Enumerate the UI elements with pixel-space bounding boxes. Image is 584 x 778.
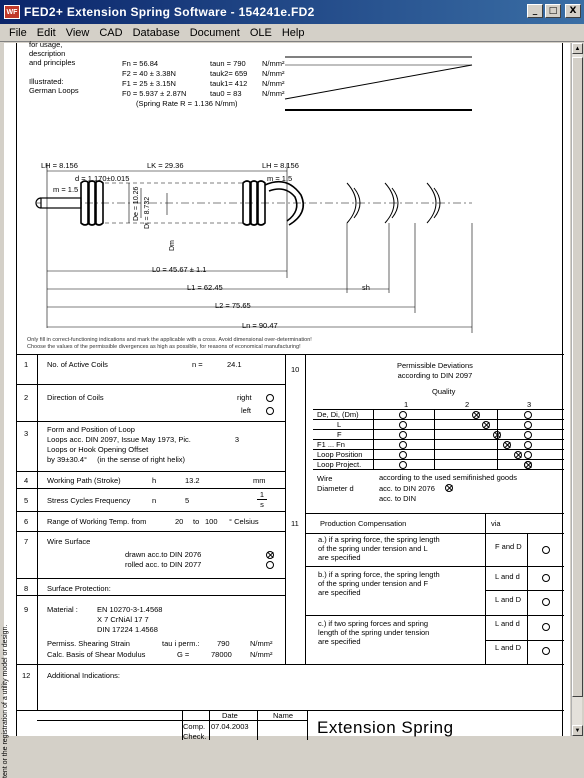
permiss-shear-label: Permiss. Shearing Strain bbox=[47, 639, 130, 648]
compensation-radio[interactable] bbox=[542, 647, 550, 655]
menu-edit[interactable]: Edit bbox=[36, 26, 56, 39]
quality-radio[interactable] bbox=[524, 441, 532, 449]
wire-surface-label: Wire Surface bbox=[47, 537, 91, 546]
row-number: 10 bbox=[291, 365, 300, 374]
title-bar bbox=[0, 0, 584, 24]
shear-modulus-symbol: G = bbox=[177, 650, 190, 659]
minimize-button[interactable]: _ bbox=[527, 4, 543, 18]
l0-label: L0 = 45.67 ± 1.1 bbox=[152, 265, 207, 274]
compensation-radio[interactable] bbox=[542, 546, 550, 554]
deviation-item: L bbox=[337, 420, 342, 429]
dm-label: Dm bbox=[169, 240, 176, 251]
row-number: 9 bbox=[24, 605, 29, 614]
quality-label: Quality bbox=[432, 387, 456, 396]
force-row: F1 = 25 ± 3.15N tauk1= 412 N/mm² bbox=[122, 79, 285, 88]
menu-ole[interactable]: OLE bbox=[249, 26, 272, 39]
direction-right-label: right bbox=[237, 393, 252, 402]
side-notice: tent or the registration of a utility model or design. bbox=[2, 624, 9, 778]
compensation-option-label: F and D bbox=[495, 542, 522, 551]
temp-from-value[interactable]: 20 bbox=[175, 517, 184, 526]
de-label: De = 10.26 bbox=[133, 186, 140, 221]
row-number: 8 bbox=[24, 584, 29, 593]
grid-line bbox=[17, 354, 564, 355]
usage-text: for usage, description and principles bbox=[29, 40, 76, 67]
quality-radio[interactable] bbox=[399, 451, 407, 459]
menu-bar bbox=[0, 24, 584, 42]
permiss-shear-value[interactable]: 790 bbox=[217, 639, 230, 648]
deviation-item: Loop Project. bbox=[317, 460, 362, 469]
menu-file[interactable]: File bbox=[9, 26, 27, 39]
l1-label: L1 = 62.45 bbox=[187, 283, 223, 292]
sh-label: sh bbox=[362, 283, 370, 292]
shear-modulus-unit: N/mm² bbox=[250, 650, 273, 659]
quality-radio[interactable] bbox=[482, 421, 490, 429]
temp-unit: ° Celsius bbox=[229, 517, 259, 526]
quality-col-1: 1 bbox=[404, 400, 409, 409]
active-coils-value[interactable]: 24.1 bbox=[227, 360, 242, 369]
force-row: F2 = 40 ± 3.38N tauk2= 659 N/mm² bbox=[122, 69, 285, 78]
deviation-item: De, Di, (Dm) bbox=[317, 410, 359, 419]
maximize-button[interactable]: □ bbox=[545, 4, 561, 18]
working-path-value[interactable]: 13.2 bbox=[185, 476, 200, 485]
wire-diameter-options: according to the used semifinished goods acc. to DIN 2076 acc. to DIN bbox=[379, 473, 518, 503]
scroll-up-arrow-icon[interactable]: ▲ bbox=[572, 43, 583, 54]
quality-radio[interactable] bbox=[524, 461, 532, 469]
quality-radio[interactable] bbox=[514, 451, 522, 459]
deviation-item: F1 ... Fn bbox=[317, 440, 345, 449]
lh-left-label: LH = 8.156 bbox=[41, 161, 78, 170]
row-number: 7 bbox=[24, 537, 29, 546]
temp-range-label: Range of Working Temp. from bbox=[47, 517, 147, 526]
permiss-shear-unit: N/mm² bbox=[250, 639, 273, 648]
loop-form-block: Form and Position of Loop Loops acc. DIN 2097, Issue May 1973, Pic. 3 Loops or Hook Opening Offset by 39±30.4° (in the sense of right helix) bbox=[47, 425, 239, 464]
drawing-sheet bbox=[16, 40, 563, 741]
row-number: 2 bbox=[24, 393, 29, 402]
quality-radio[interactable] bbox=[399, 461, 407, 469]
material-label: Material : bbox=[47, 605, 78, 614]
wire-din2076-checkbox[interactable] bbox=[445, 484, 453, 492]
wire-surface-rolled-label: rolled acc. to DIN 2077 bbox=[125, 560, 202, 569]
menu-help[interactable]: Help bbox=[281, 26, 305, 39]
footer-comp-date[interactable]: 07.04.2003 bbox=[211, 722, 249, 731]
via-label: via bbox=[491, 519, 501, 528]
footer-check-label: Check. bbox=[183, 732, 207, 741]
quality-radio[interactable] bbox=[399, 411, 407, 419]
temp-to-value[interactable]: 100 bbox=[205, 517, 218, 526]
quality-radio[interactable] bbox=[524, 451, 532, 459]
row-number: 5 bbox=[24, 496, 29, 505]
active-coils-label: No. of Active Coils bbox=[47, 360, 108, 369]
material-values[interactable]: EN 10270-3-1.4568 X 7 CrNiAl 17 7 DIN 17224 1.4568 bbox=[97, 605, 163, 634]
quality-radio[interactable] bbox=[524, 411, 532, 419]
lh-right-label: LH = 8.156 bbox=[262, 161, 299, 170]
row-number: 4 bbox=[24, 476, 29, 485]
document-canvas[interactable] bbox=[2, 40, 570, 778]
deviations-title: Permissible Deviations according to DIN 2097 bbox=[397, 361, 473, 380]
menu-view[interactable]: View bbox=[65, 26, 90, 39]
drawing-title: Extension Spring bbox=[317, 718, 454, 737]
quality-radio[interactable] bbox=[493, 431, 501, 439]
working-path-label: Working Path (Stroke) bbox=[47, 476, 121, 485]
note-1: Only fill in correct-functioning indications and mark the applicable with a cross. Avoid dimensional over-determination! bbox=[27, 337, 312, 343]
shear-modulus-label: Calc. Basis of Shear Modulus bbox=[47, 650, 146, 659]
row-number: 3 bbox=[24, 429, 29, 438]
compensation-radio[interactable] bbox=[542, 623, 550, 631]
compensation-a: a.) if a spring force, the spring length of the spring under tension and L are specified bbox=[318, 535, 440, 562]
force-row: F0 = 5.937 ± 2.87N tau0 = 83 N/mm² bbox=[122, 89, 285, 98]
menu-cad[interactable]: CAD bbox=[99, 26, 123, 39]
stress-cycles-unit: 1 s bbox=[257, 490, 267, 509]
scroll-thumb[interactable] bbox=[572, 57, 583, 697]
stress-cycles-value[interactable]: 5 bbox=[185, 496, 190, 505]
direction-left-label: left bbox=[241, 406, 252, 415]
working-path-unit: mm bbox=[253, 476, 266, 485]
spring-rate: (Spring Rate R = 1.136 N/mm) bbox=[136, 99, 238, 108]
grid-line bbox=[285, 354, 286, 664]
grid-line bbox=[305, 354, 306, 664]
temp-to-label: to bbox=[193, 517, 200, 526]
quality-col-2: 2 bbox=[465, 400, 470, 409]
d-label: d = 1.170±0.015 bbox=[75, 174, 130, 183]
app-icon: WF bbox=[4, 5, 20, 19]
menu-database[interactable]: Database bbox=[132, 26, 180, 39]
footer-name-header: Name bbox=[273, 711, 294, 720]
di-label: Di = 8.732 bbox=[144, 196, 151, 229]
quality-radio[interactable] bbox=[472, 411, 480, 419]
row-number: 11 bbox=[291, 519, 299, 528]
quality-radio[interactable] bbox=[524, 421, 532, 429]
active-coils-symbol: n = bbox=[192, 360, 203, 369]
deviation-item: F bbox=[337, 430, 342, 439]
permiss-shear-symbol: tau i perm.: bbox=[162, 639, 200, 648]
close-button[interactable]: X bbox=[565, 4, 581, 18]
compensation-radio[interactable] bbox=[542, 574, 550, 582]
direction-right-radio[interactable] bbox=[266, 394, 274, 402]
quality-radio[interactable] bbox=[524, 431, 532, 439]
ln-label: Ln = 90.47 bbox=[242, 321, 278, 330]
menu-document[interactable]: Document bbox=[189, 26, 240, 39]
quality-col-3: 3 bbox=[527, 400, 532, 409]
row-number: 6 bbox=[24, 517, 29, 526]
shear-modulus-value[interactable]: 78000 bbox=[211, 650, 232, 659]
row-number: 12 bbox=[22, 671, 31, 680]
wire-surface-drawn-label: drawn acc.to DIN 2076 bbox=[125, 550, 202, 559]
footer-date-header: Date bbox=[222, 711, 238, 720]
force-row: Fn = 56.84 taun = 790 N/mm² bbox=[122, 59, 285, 68]
stress-cycles-symbol: n bbox=[152, 496, 157, 505]
wire-diameter-label: Wire Diameter d bbox=[317, 474, 354, 493]
l2-label: L2 = 75.65 bbox=[215, 301, 251, 310]
grid-line bbox=[37, 354, 38, 710]
footer-comp-label: Comp. bbox=[183, 722, 206, 731]
lk-label: LK = 29.36 bbox=[147, 161, 184, 170]
vertical-scrollbar[interactable] bbox=[571, 43, 582, 736]
spring-drawing-bottom bbox=[17, 305, 564, 335]
quality-radio[interactable] bbox=[399, 441, 407, 449]
compensation-b: b.) if a spring force, the spring length of the spring under tension and F are specified bbox=[318, 570, 440, 597]
compensation-option-label: L and D bbox=[495, 595, 521, 604]
working-path-symbol: h bbox=[152, 476, 157, 485]
quality-radio[interactable] bbox=[399, 421, 407, 429]
surface-protection-label: Surface Protection: bbox=[47, 584, 111, 593]
direction-label: Direction of Coils bbox=[47, 393, 104, 402]
wire-surface-rolled-checkbox[interactable] bbox=[266, 561, 274, 569]
window-title: FED2+ Extension Spring Software - 154241e.FD2 bbox=[24, 5, 315, 19]
deviation-item: Loop Position bbox=[317, 450, 363, 459]
row-number: 1 bbox=[24, 360, 29, 369]
wire-surface-drawn-checkbox[interactable] bbox=[266, 551, 274, 559]
compensation-option-label: L and D bbox=[495, 643, 521, 652]
note-2: Choose the values of the permissible divergences as high as possible, for reasons of economical manufacturing! bbox=[27, 344, 301, 350]
compensation-option-label: L and d bbox=[495, 619, 520, 628]
compensation-option-label: L and d bbox=[495, 572, 520, 581]
compensation-radio[interactable] bbox=[542, 598, 550, 606]
quality-radio[interactable] bbox=[503, 441, 511, 449]
additional-indications-label: Additional Indications: bbox=[47, 671, 120, 680]
illustrated-text: Illustrated: German Loops bbox=[29, 77, 79, 95]
m-left-label: m = 1.5 bbox=[53, 185, 79, 194]
scroll-down-arrow-icon[interactable]: ▼ bbox=[572, 725, 583, 736]
production-compensation-title: Production Compensation bbox=[320, 519, 407, 528]
m-right-label: m = 1.5 bbox=[267, 174, 293, 183]
quality-radio[interactable] bbox=[399, 431, 407, 439]
compensation-c: c.) if two spring forces and spring length of the spring under tension are specified bbox=[318, 619, 430, 646]
direction-left-radio[interactable] bbox=[266, 407, 274, 415]
stress-cycles-label: Stress Cycles Frequency bbox=[47, 496, 131, 505]
